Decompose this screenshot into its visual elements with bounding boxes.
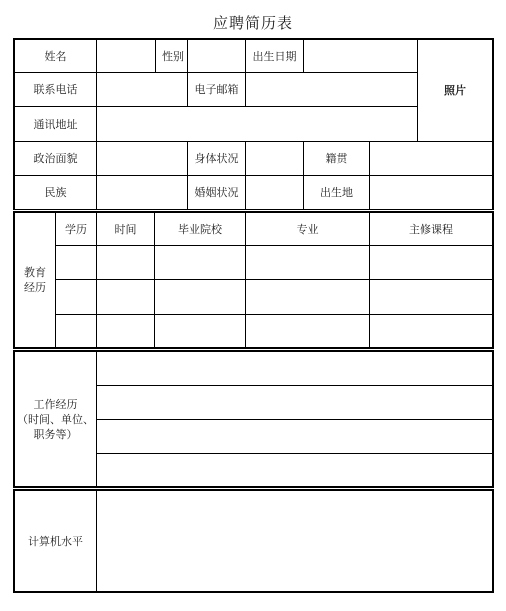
education-cell[interactable] (96, 314, 155, 348)
major-header: 专业 (245, 212, 370, 246)
education-cell[interactable] (96, 279, 155, 315)
native-place-label: 籍贯 (303, 141, 370, 176)
work-label: 工作经历 （时间、单位、 职务等） (14, 351, 97, 487)
education-cell[interactable] (369, 314, 493, 348)
education-cell[interactable] (245, 314, 370, 348)
political-field[interactable] (96, 141, 188, 176)
political-label: 政治面貌 (14, 141, 97, 176)
work-row[interactable] (96, 419, 493, 454)
education-cell[interactable] (369, 279, 493, 315)
health-field[interactable] (245, 141, 304, 176)
education-cell[interactable] (96, 245, 155, 280)
form-title: 应聘简历表 (212, 14, 293, 32)
work-row[interactable] (96, 351, 493, 386)
phone-field[interactable] (96, 72, 188, 107)
email-label: 电子邮箱 (187, 72, 246, 107)
degree-header: 学历 (55, 212, 97, 246)
education-cell[interactable] (154, 314, 246, 348)
ethnicity-label: 民族 (14, 175, 97, 210)
courses-header: 主修课程 (369, 212, 493, 246)
education-cell[interactable] (55, 245, 97, 280)
work-row[interactable] (96, 453, 493, 487)
birthdate-label: 出生日期 (245, 39, 304, 73)
address-label: 通讯地址 (14, 106, 97, 142)
photo-box[interactable]: 照片 (417, 39, 493, 142)
education-cell[interactable] (245, 245, 370, 280)
phone-label: 联系电话 (14, 72, 97, 107)
birthplace-field[interactable] (369, 175, 493, 210)
name-field[interactable] (96, 39, 156, 73)
education-cell[interactable] (154, 279, 246, 315)
health-label: 身体状况 (187, 141, 246, 176)
time-header: 时间 (96, 212, 155, 246)
marital-label: 婚姻状况 (187, 175, 246, 210)
education-cell[interactable] (369, 245, 493, 280)
computer-label: 计算机水平 (14, 490, 97, 592)
work-row[interactable] (96, 385, 493, 420)
school-header: 毕业院校 (154, 212, 246, 246)
education-label: 教育 经历 (14, 212, 56, 348)
gender-field[interactable] (187, 39, 246, 73)
birthdate-field[interactable] (303, 39, 418, 73)
address-field[interactable] (96, 106, 418, 142)
computer-field[interactable] (96, 490, 493, 592)
education-cell[interactable] (55, 279, 97, 315)
email-field[interactable] (245, 72, 418, 107)
name-label: 姓名 (14, 39, 97, 73)
education-cell[interactable] (245, 279, 370, 315)
marital-field[interactable] (245, 175, 304, 210)
education-cell[interactable] (55, 314, 97, 348)
ethnicity-field[interactable] (96, 175, 188, 210)
native-place-field[interactable] (369, 141, 493, 176)
birthplace-label: 出生地 (303, 175, 370, 210)
education-cell[interactable] (154, 245, 246, 280)
gender-label: 性别 (155, 39, 188, 73)
